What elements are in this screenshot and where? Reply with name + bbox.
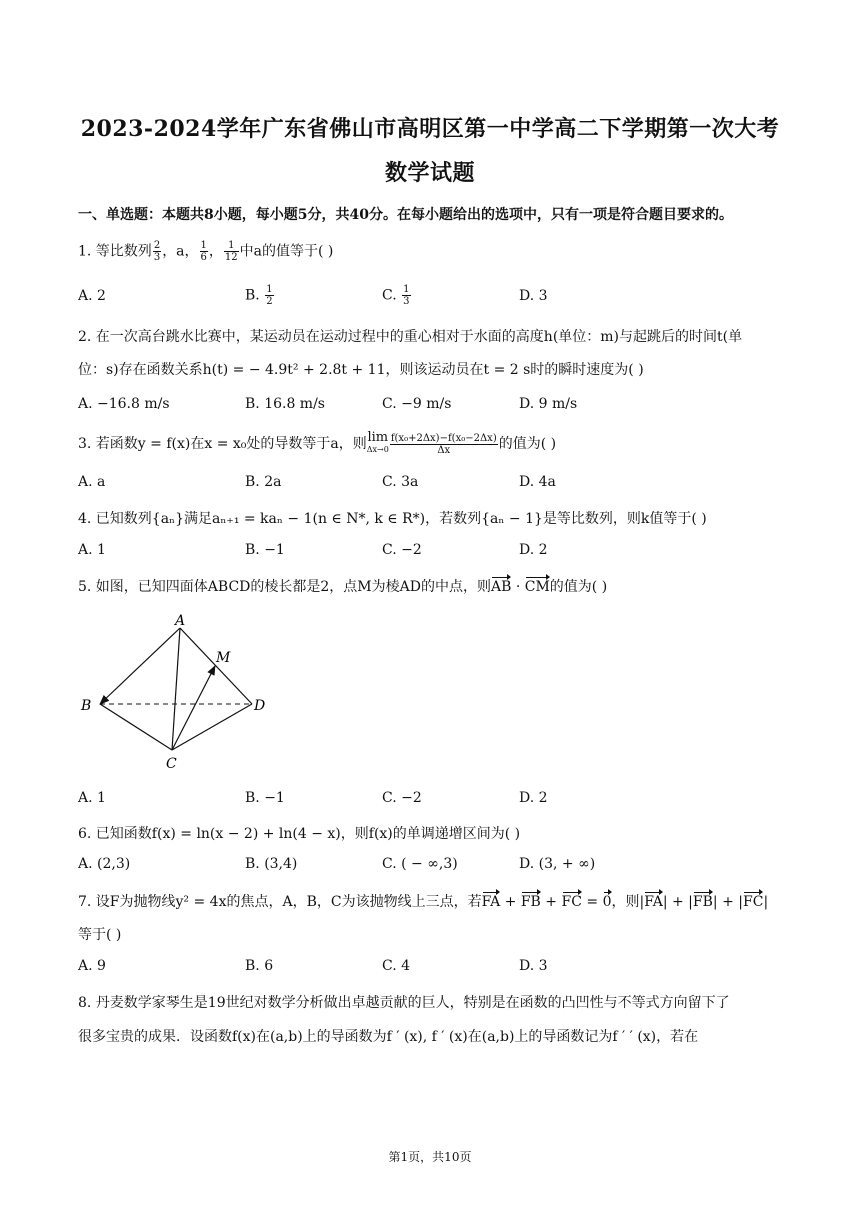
q5-option-d: D. 2	[519, 790, 548, 806]
fraction: $\frac{2}{3}$	[153, 240, 161, 263]
q3-option-a: A. a	[78, 474, 106, 490]
q7-option-d: D. 3	[519, 958, 548, 974]
q5-option-b: B. −1	[245, 790, 285, 806]
question-1: 1. 等比数列 $\frac{2}{3}$ ，a， $\frac{1}{6}$ ， $\frac{1}{12}$ 中a的值等于( )	[78, 240, 334, 263]
question-2-line-2: 位：s)存在函数关系h(t) = − 4.9t² + 2.8t + 11，则该运动员在t = 2 s时的瞬时速度为( )	[78, 362, 644, 378]
question-3: 3. 若函数y = f(x)在x = x₀处的导数等于a，则lim Δx→0 $\frac{\text{f(x₀+2Δx)−f(x₀−2Δx)}}{\Delta x}$ 的值为( )	[78, 430, 557, 456]
q3-option-b: B. 2a	[245, 474, 282, 490]
fraction: $\frac{1}{6}$	[200, 240, 207, 263]
q1-option-c: C. $\frac{1}{3}$	[382, 284, 410, 307]
question-7-line-2: 等于( )	[78, 927, 122, 943]
q6-option-d: D. (3, + ∞)	[519, 856, 596, 872]
q7-option-c: C. 4	[382, 958, 411, 974]
q6-option-b: B. (3,4)	[245, 856, 298, 872]
question-4: 4. 已知数列{aₙ}满足aₙ₊₁ = kaₙ − 1(n ∈ N*, k ∈ R*)，若数列{aₙ − 1}是等比数列，则k值等于( )	[78, 511, 707, 527]
question-5: 5. 如图，已知四面体ABCD的棱长都是2，点M为棱AD的中点，则AB · CM的值为( )	[78, 579, 608, 595]
q3-option-c: C. 3a	[382, 474, 419, 490]
q4-option-a: A. 1	[78, 542, 106, 558]
q5-option-c: C. −2	[382, 790, 422, 806]
q7-option-b: B. 6	[245, 958, 274, 974]
q6-option-c: C. ( − ∞,3)	[382, 856, 458, 872]
section-heading: 一、单选题：本题共8小题，每小题5分，共40分。在每小题给出的选项中，只有一项是符合题目要求的。	[78, 207, 733, 223]
tetrahedron-figure	[76, 610, 276, 775]
label-c: C	[166, 756, 177, 772]
question-8-line-2: 很多宝贵的成果．设函数f(x)在(a,b)上的导函数为f ′ (x), f ′ (x)在(a,b)上的导函数记为f ′ ′ (x)，若在	[78, 1029, 699, 1045]
label-m: M	[216, 650, 231, 666]
exam-title: 2023-2024学年广东省佛山市高明区第一中学高二下学期第一次大考	[80, 116, 780, 142]
q5-option-a: A. 1	[78, 790, 106, 806]
q4-option-b: B. −1	[245, 542, 285, 558]
label-a: A	[175, 613, 186, 629]
edge-ad	[180, 628, 252, 704]
edge-bc	[100, 704, 172, 750]
limit-operator: lim Δx→0	[366, 430, 389, 454]
edge-ab	[100, 628, 180, 704]
page-footer: 第1页，共10页	[388, 1150, 472, 1164]
q1-option-d: D. 3	[519, 288, 548, 304]
fraction: $\frac{1}{12}$	[224, 240, 238, 263]
q2-option-b: B. 16.8 m/s	[245, 396, 325, 412]
question-2-line-1: 2. 在一次高台跳水比赛中，某运动员在运动过程中的重心相对于水面的高度h(单位：m)与起跳后的时间t(单	[78, 329, 743, 345]
exam-subtitle: 数学试题	[384, 160, 475, 186]
q4-option-d: D. 2	[519, 542, 548, 558]
q4-option-c: C. −2	[382, 542, 422, 558]
label-d: D	[254, 698, 266, 714]
q2-option-c: C. −9 m/s	[382, 396, 452, 412]
question-8-line-1: 8. 丹麦数学家琴生是19世纪对数学分析做出卓越贡献的巨人，特别是在函数的凸凹性与不等式方向留下了	[78, 995, 730, 1011]
q3-option-d: D. 4a	[519, 474, 556, 490]
q1-option-b: B. $\frac{1}{2}$	[245, 284, 273, 307]
q6-option-a: A. (2,3)	[78, 856, 131, 872]
q1-option-a: A. 2	[78, 288, 106, 304]
question-7-line-1: 7. 设F为抛物线y² = 4x的焦点，A，B，C为该抛物线上三点，若FA + FB + FC = 0，则|FA| + |FB| + |FC|	[78, 894, 769, 910]
vector-ab: AB	[490, 579, 512, 595]
vector-cm: CM	[524, 579, 550, 595]
question-6: 6. 已知函数f(x) = ln(x − 2) + ln(4 − x)，则f(x)的单调递增区间为( )	[78, 826, 521, 842]
edge-ac	[172, 628, 180, 750]
label-b: B	[81, 698, 92, 714]
q2-option-d: D. 9 m/s	[519, 396, 578, 412]
q2-option-a: A. −16.8 m/s	[78, 396, 170, 412]
q7-option-a: A. 9	[78, 958, 106, 974]
